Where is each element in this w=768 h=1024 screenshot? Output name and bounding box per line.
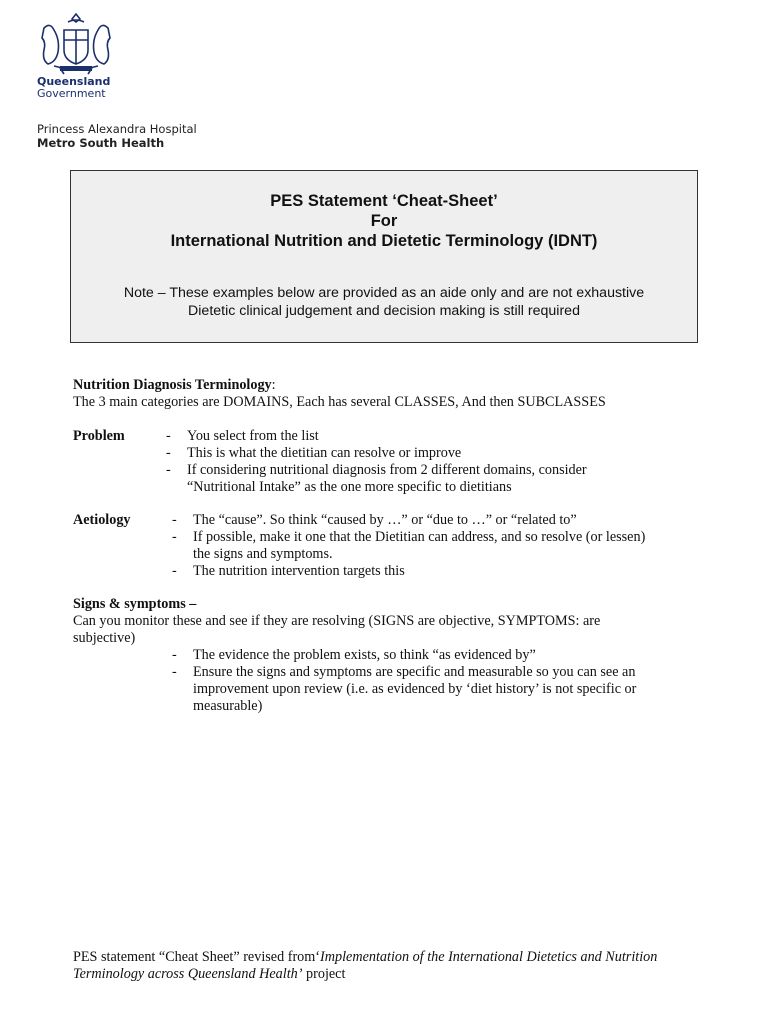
signs-heading: Signs & symptoms – [73,596,197,612]
title-box [70,170,698,343]
title-line2: For [370,212,398,230]
hospital-name: Princess Alexandra Hospital [37,122,197,136]
footer-title: Implementation of the International Dietetics and Nutrition Terminology across Queensland Health’ [73,949,658,982]
signs-text-1: Can you monitor these and see if they are resolving (SIGNS are objective, SYMPTOMS: are [73,613,601,629]
bullet-dash: - [166,462,171,478]
signs-bullet-2-cont: improvement upon review (i.e. as evidenced by ‘diet history’ is not specific or [193,681,637,697]
title-line3: International Nutrition and Dietetic Terminology (IDNT) [170,232,598,250]
bullet-dash: - [172,529,177,545]
signs-text-2: subjective) [73,630,136,646]
bullet-dash: - [166,428,171,444]
hospital-block [37,122,197,150]
note-line2: Dietetic clinical judgement and decision making is still required [188,303,580,319]
problem-bullet-1: You select from the list [187,428,319,444]
diagnosis-heading: Nutrition Diagnosis Terminology [73,377,272,393]
org-line2: Government [37,87,106,100]
queensland-government-wordmark [37,76,110,100]
signs-bullet-2: Ensure the signs and symptoms are specific and measurable so you can see an [193,664,636,680]
bullet-dash: - [172,512,177,528]
diagnosis-heading-line [73,377,276,394]
diagnosis-text: The 3 main categories are DOMAINS, Each has several CLASSES, And then SUBCLASSES [73,394,606,410]
signs-bullet-2-cont2: measurable) [193,698,263,714]
aetiology-bullet-2: If possible, make it one that the Dietitian can address, and so resolve (or lessen) [193,529,646,545]
aetiology-label: Aetiology [73,512,131,528]
aetiology-bullet-2-cont: the signs and symptoms. [193,546,333,562]
health-service-name: Metro South Health [37,136,165,150]
note-line1: Note – These examples below are provided as an aide only and are not exhaustive [123,285,645,301]
bullet-dash: - [172,664,177,680]
footer-suffix: project [302,966,346,982]
title-line1: PES Statement ‘Cheat-Sheet’ [270,192,498,210]
aetiology-bullet-1: The “cause”. So think “caused by …” or “due to …” or “related to” [193,512,577,528]
bullet-dash: - [172,563,177,579]
org-line1: Queensland [37,75,111,88]
diagnosis-colon: : [271,377,276,393]
footer-prefix: PES statement “Cheat Sheet” revised from‘ [73,949,321,965]
bullet-dash: - [166,445,171,461]
bullet-dash: - [172,647,177,663]
problem-bullet-2: This is what the dietitian can resolve or improve [187,445,462,461]
problem-bullet-3-cont: “Nutritional Intake” as the one more specific to dietitians [187,479,512,495]
problem-label: Problem [73,428,125,444]
aetiology-bullet-3: The nutrition intervention targets this [193,563,405,579]
footer-citation [73,949,713,983]
problem-bullet-3: If considering nutritional diagnosis from 2 different domains, consider [187,462,587,478]
signs-bullet-1: The evidence the problem exists, so think “as evidenced by” [193,647,536,663]
